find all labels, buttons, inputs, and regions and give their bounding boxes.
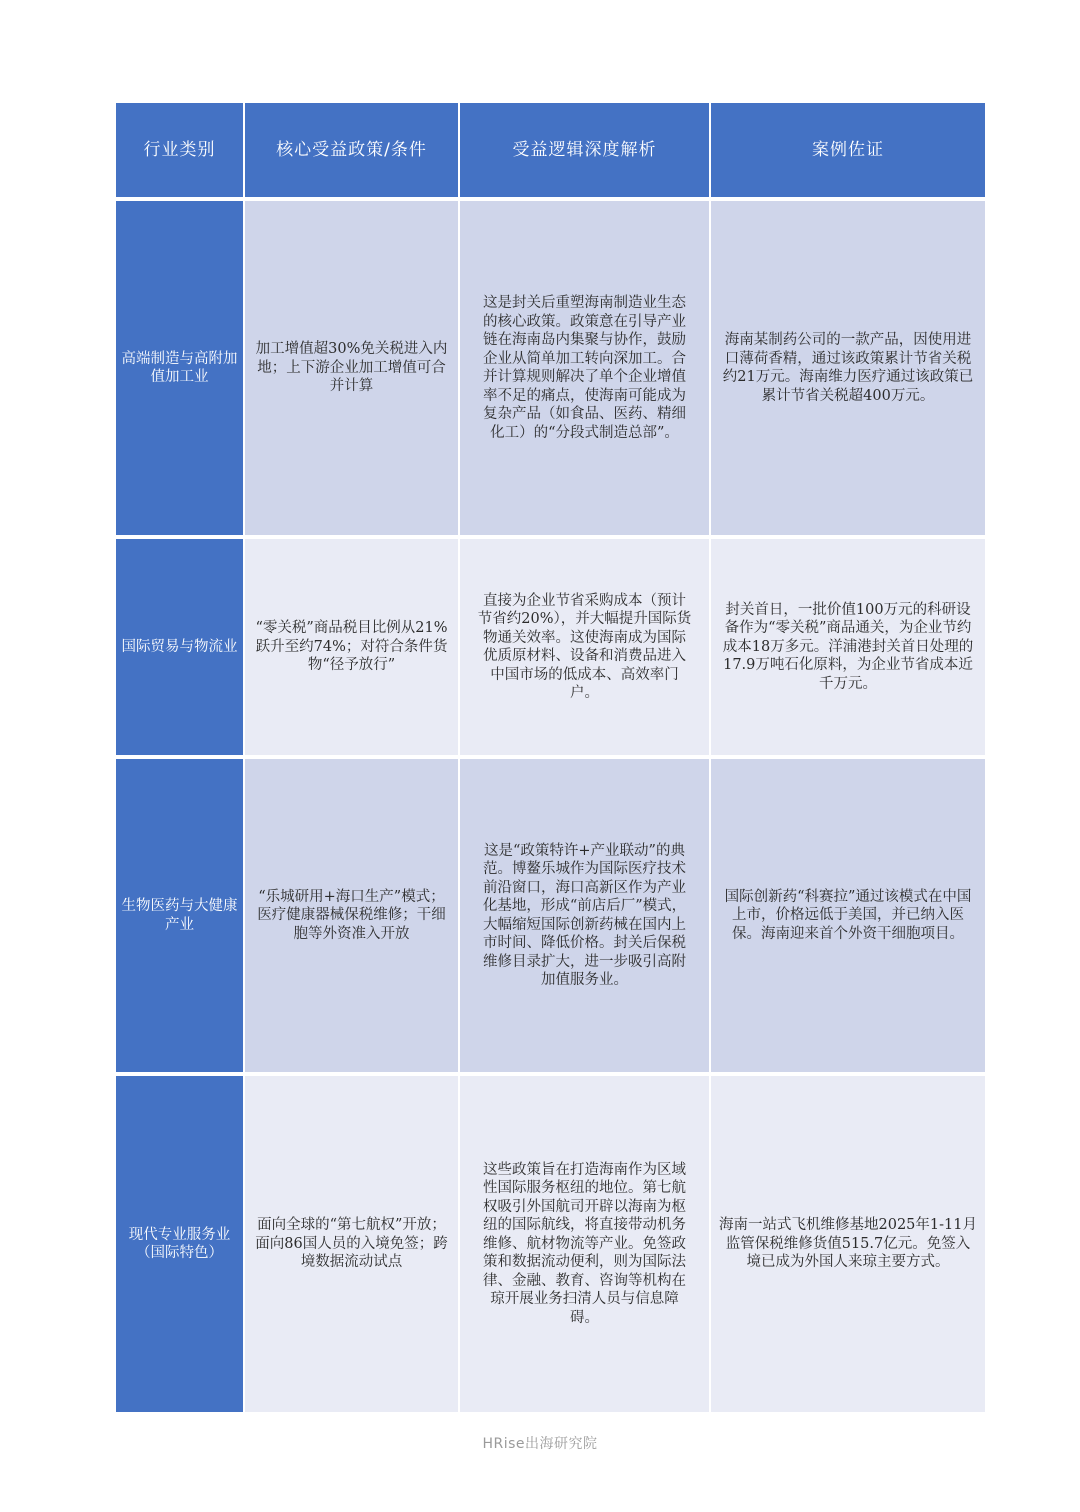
row-4-category: 现代专业服务业（国际特色） <box>116 1076 243 1412</box>
industry-policy-table <box>116 103 984 1412</box>
row-2-case: 封关首日，一批价值100万元的科研设备作为“零关税”商品通关，为企业节约成本18万多元。洋浦港封关首日处理的17.9万吨石化原料，为企业节省成本近千万元。 <box>711 539 985 755</box>
header-industry-category: 行业类别 <box>116 103 243 197</box>
row-1-analysis: 这是封关后重塑海南制造业生态的核心政策。政策意在引导产业链在海南岛内集聚与协作，鼓励企业从简单加工转向深加工。合并计算规则解决了单个企业增值率不足的痛点，使海南可能成为复杂产品（如食品、医药、精细化工）的“分段式制造总部”。 <box>460 201 709 535</box>
row-3-category: 生物医药与大健康产业 <box>116 759 243 1072</box>
row-4-analysis: 这些政策旨在打造海南作为区域性国际服务枢纽的地位。第七航权吸引外国航司开辟以海南为枢纽的国际航线，将直接带动机务维修、航材物流等产业。免签政策和数据流动便利，则为国际法律、金融、教育、咨询等机构在琼开展业务扫清人员与信息障碍。 <box>460 1076 709 1412</box>
row-3-case: 国际创新药“科赛拉”通过该模式在中国上市，价格远低于美国，并已纳入医保。海南迎来首个外资干细胞项目。 <box>711 759 985 1072</box>
header-core-policy: 核心受益政策/条件 <box>245 103 458 197</box>
row-2-analysis: 直接为企业节省采购成本（预计节省约20%），并大幅提升国际货物通关效率。这使海南成为国际优质原材料、设备和消费品进入中国市场的低成本、高效率门户。 <box>460 539 709 755</box>
row-1-category: 高端制造与高附加值加工业 <box>116 201 243 535</box>
header-case-evidence: 案例佐证 <box>711 103 985 197</box>
row-2-category: 国际贸易与物流业 <box>116 539 243 755</box>
row-2-policy: “零关税”商品税目比例从21%跃升至约74%；对符合条件货物“径予放行” <box>245 539 458 755</box>
row-4-case: 海南一站式飞机维修基地2025年1-11月监管保税维修货值515.7亿元。免签入境已成为外国人来琼主要方式。 <box>711 1076 985 1412</box>
row-3-policy: “乐城研用+海口生产”模式；医疗健康器械保税维修；干细胞等外资准入开放 <box>245 759 458 1072</box>
row-4-policy: 面向全球的“第七航权”开放；面向86国人员的入境免签；跨境数据流动试点 <box>245 1076 458 1412</box>
row-1-policy: 加工增值超30%免关税进入内地；上下游企业加工增值可合并计算 <box>245 201 458 535</box>
row-3-analysis: 这是“政策特许+产业联动”的典范。博鳌乐城作为国际医疗技术前沿窗口，海口高新区作为产业化基地，形成“前店后厂”模式，大幅缩短国际创新药械在国内上市时间、降低价格。封关后保税维修目录扩大，进一步吸引高附加值服务业。 <box>460 759 709 1072</box>
footer-source: HRise出海研究院 <box>482 1436 598 1452</box>
row-1-case: 海南某制药公司的一款产品，因使用进口薄荷香精，通过该政策累计节省关税约21万元。海南维力医疗通过该政策已累计节省关税超400万元。 <box>711 201 985 535</box>
header-benefit-analysis: 受益逻辑深度解析 <box>460 103 709 197</box>
